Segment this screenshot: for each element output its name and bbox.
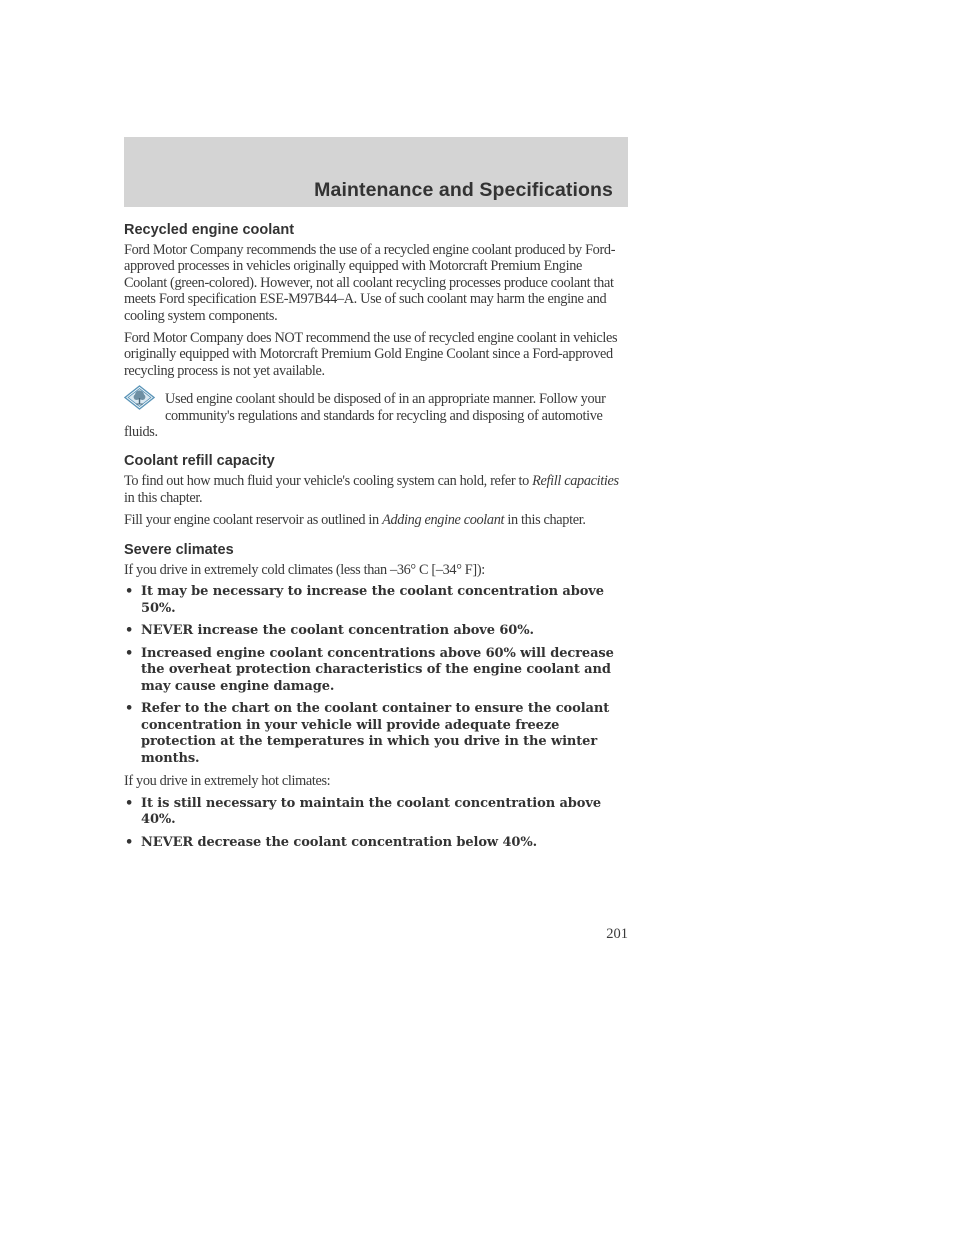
bullet-glyph: • [125,584,134,600]
bullet-glyph: • [125,645,134,661]
bullet-glyph: • [125,701,134,717]
adding-coolant-reference: Adding engine coolant [382,512,505,529]
environment-note [124,391,628,440]
section-title: Maintenance and Specifications [314,179,613,201]
bullet-glyph: • [125,623,134,639]
refill-p1-text: To find out how much fluid your vehicle's cooling system can hold, refer to [124,473,533,490]
refill-paragraph-1 [124,473,628,506]
heading-severe-climates: Severe climates [124,541,234,558]
recycle-tree-icon [124,385,155,411]
heading-recycled-coolant: Recycled engine coolant [124,222,295,238]
hot-climate-list [124,796,628,852]
list-item [124,623,628,640]
bullet-glyph: • [125,834,134,850]
page-number: 201 [606,926,628,942]
list-item-text: It is still necessary to maintain the coolant concentration above 40%. [141,795,601,827]
environment-note-text: Used engine coolant should be disposed of in an appropriate manner. Follow your community's regulations and standards for recycling and disposing of automotive fluids. [124,391,606,441]
list-item [124,796,628,829]
list-item-text: Increased engine coolant concentrations above 60% will decrease the overheat protection characteristics of the engine coolant and may cause engine damage. [141,645,614,694]
list-item [124,835,628,852]
list-item-text: NEVER increase the coolant concentration above 60%. [141,623,534,639]
recycled-paragraph-1: Ford Motor Company recommends the use of a recycled engine coolant produced by Ford-approved processes in vehicles originally equipped with Motorcraft Premium Engine Coolant (green-colored). However, not all coolant recycling processes produce coolant that meets Ford specification ESE-M97B44–A. Use of such coolant may harm the engine and cooling system components. [124,242,616,324]
list-item [124,646,628,696]
cold-climate-intro: If you drive in extremely cold climates (less than –36° C [–34° F]): [124,561,485,578]
bullet-glyph: • [125,795,134,811]
recycled-paragraph-2: Ford Motor Company does NOT recommend the use of recycled engine coolant in vehicles originally equipped with Motorcraft Premium Gold Engine Coolant since a Ford-approved recycling process is not yet available. [124,330,618,379]
list-item [124,584,628,617]
list-item-text: NEVER decrease the coolant concentration below 40%. [141,834,538,850]
list-item-text: Refer to the chart on the coolant container to ensure the coolant concentration in your vehicle will provide adequate freeze protection at the temperatures in which you drive in the winter months. [141,701,610,766]
heading-refill-capacity: Coolant refill capacity [124,453,275,470]
refill-p2-text: Fill your engine coolant reservoir as outlined in [124,512,383,529]
refill-paragraph-2 [124,512,628,528]
list-item-text: It may be necessary to increase the coolant concentration above 50%. [141,584,604,616]
cold-climate-list [124,584,628,767]
hot-climate-intro: If you drive in extremely hot climates: [124,773,331,790]
list-item [124,701,628,767]
page-content [124,221,628,857]
refill-capacities-reference: Refill capacities [532,473,619,490]
refill-p2-text-end: in this chapter. [504,512,586,529]
refill-p1-text-end: in this chapter. [124,489,203,506]
section-header-band [124,137,628,207]
